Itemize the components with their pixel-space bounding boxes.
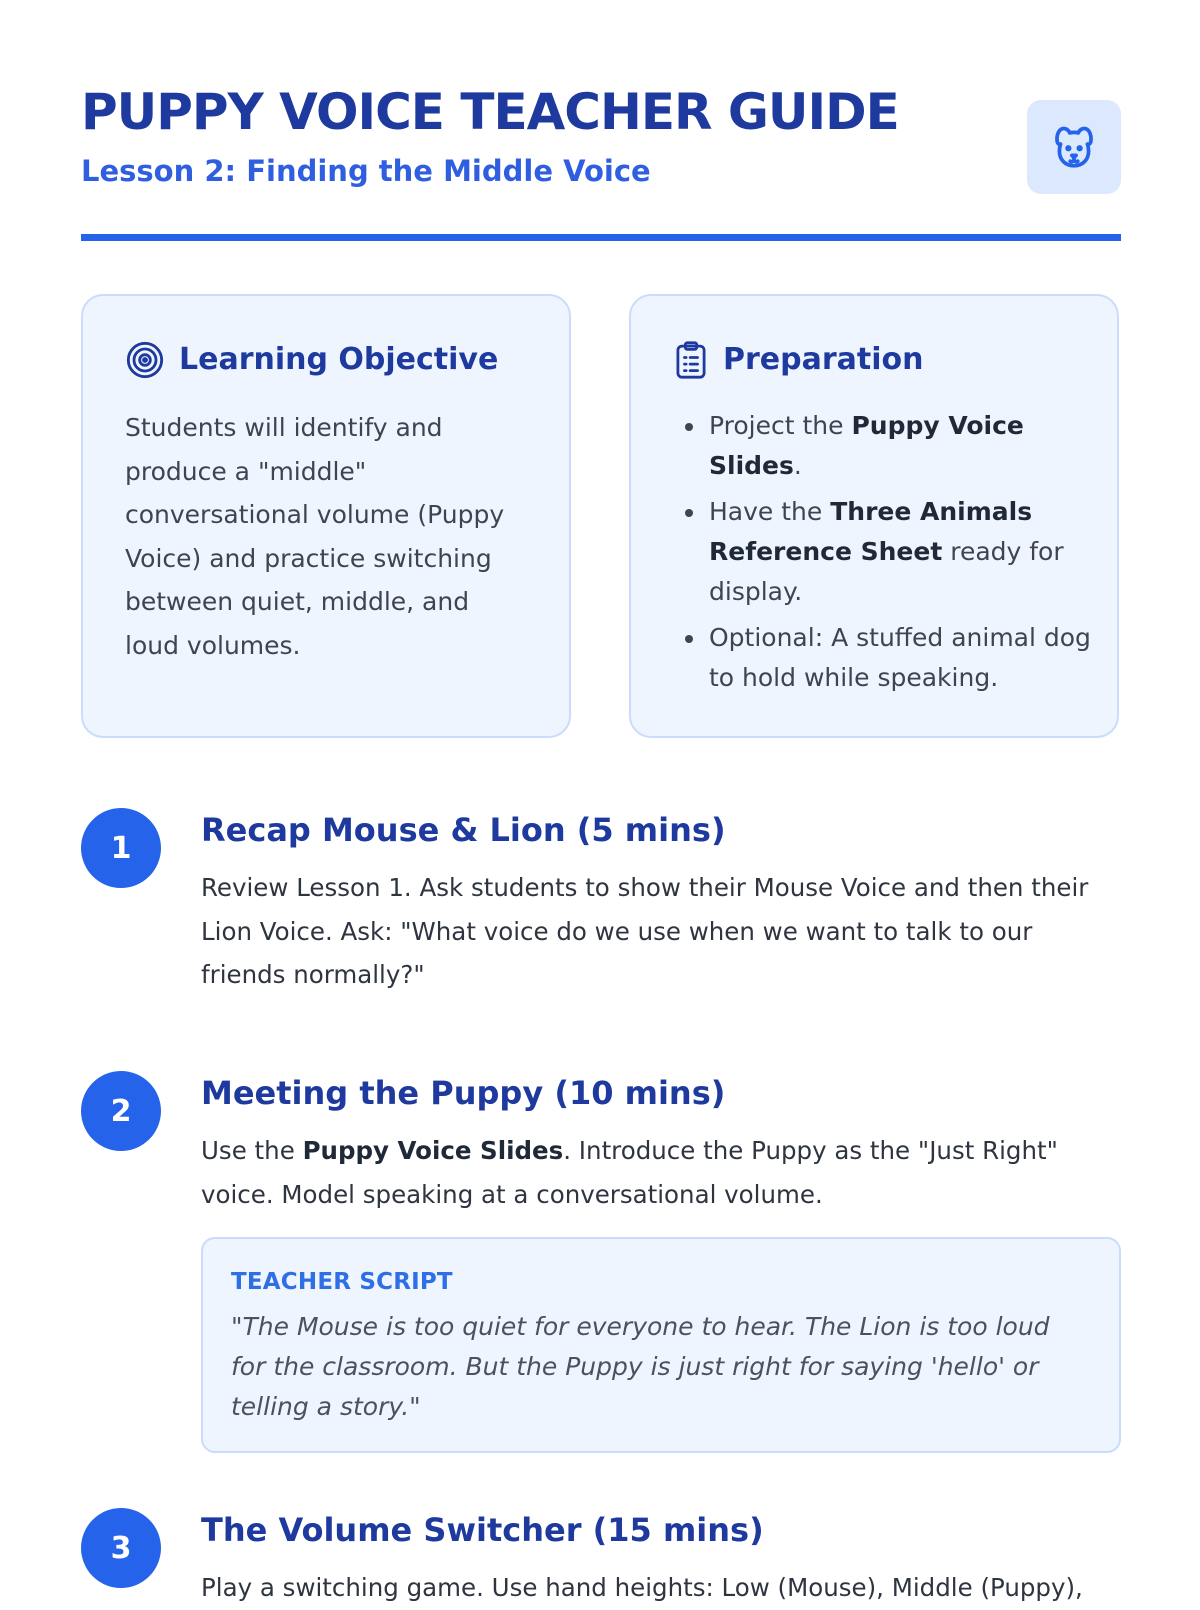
step-text: Use the xyxy=(201,1136,303,1165)
list-item xyxy=(707,618,1107,698)
teacher-guide-page xyxy=(81,0,1121,1602)
step-text-end: . Introduce the Puppy as the "Just Right" voice. Model speaking at a conversational volume. xyxy=(201,1136,1058,1209)
step-description xyxy=(201,866,1121,997)
step-text: Review Lesson 1. Ask students to show their Mouse Voice and then their Lion Voice. Ask: "What voice do we use when we want to talk to our friends normally?" xyxy=(201,873,1089,989)
target-icon xyxy=(125,340,165,380)
step-number-badge: 2 xyxy=(81,1071,161,1151)
guide-header xyxy=(81,0,1121,241)
teacher-script-label: TEACHER SCRIPT xyxy=(231,1269,453,1295)
learning-objective-card xyxy=(81,294,571,738)
preparation-card xyxy=(629,294,1119,738)
prep-item-text-end: ready for display. xyxy=(709,537,1064,606)
prep-item-text: Have the xyxy=(709,497,831,526)
list-item xyxy=(707,492,1107,612)
step-number-badge: 3 xyxy=(81,1508,161,1588)
prep-item-text: Project the xyxy=(709,411,852,440)
prep-item-bold: Puppy Voice Slides xyxy=(709,411,1024,480)
learning-objective-title: Learning Objective xyxy=(179,342,499,377)
learning-objective-text: Students will identify and produce a "middle" conversational volume (Puppy Voice) and practice switching between quiet, middle, and loud volumes. xyxy=(125,413,505,660)
step-text: Play a switching game. Use hand heights: Low (Mouse), Middle (Puppy), xyxy=(201,1573,1083,1602)
step-number-badge: 1 xyxy=(81,808,161,888)
step-description xyxy=(201,1566,1121,1610)
step-text-bold: Puppy Voice Slides xyxy=(302,1136,564,1165)
teacher-script-box xyxy=(201,1237,1121,1453)
preparation-title: Preparation xyxy=(723,342,924,377)
step-title: The Volume Switcher (15 mins) xyxy=(201,1511,764,1549)
teacher-script-text: "The Mouse is too quiet for everyone to hear. The Lion is too loud for the classroom. But the Puppy is just right for saying 'hello' or telling a story." xyxy=(231,1312,1050,1421)
prep-item-text: Optional: A stuffed animal dog to hold while speaking. xyxy=(709,623,1091,692)
prep-item-text-end: . xyxy=(793,451,802,480)
dog-badge xyxy=(1027,100,1121,194)
lesson-subtitle: Lesson 2: Finding the Middle Voice xyxy=(81,154,651,188)
clipboard-icon xyxy=(673,340,709,380)
preparation-header xyxy=(673,340,923,380)
list-item xyxy=(707,406,1107,486)
learning-objective-header xyxy=(125,340,498,380)
step-title: Meeting the Puppy (10 mins) xyxy=(201,1074,726,1112)
header-divider xyxy=(81,234,1121,241)
step-description xyxy=(201,1129,1121,1216)
page-title: PUPPY VOICE TEACHER GUIDE xyxy=(81,83,899,141)
prep-item-bold: Three Animals Reference Sheet xyxy=(709,497,1033,566)
preparation-list xyxy=(679,406,1107,704)
dog-icon xyxy=(1049,122,1099,172)
step-title: Recap Mouse & Lion (5 mins) xyxy=(201,811,726,849)
info-cards xyxy=(81,294,1121,740)
